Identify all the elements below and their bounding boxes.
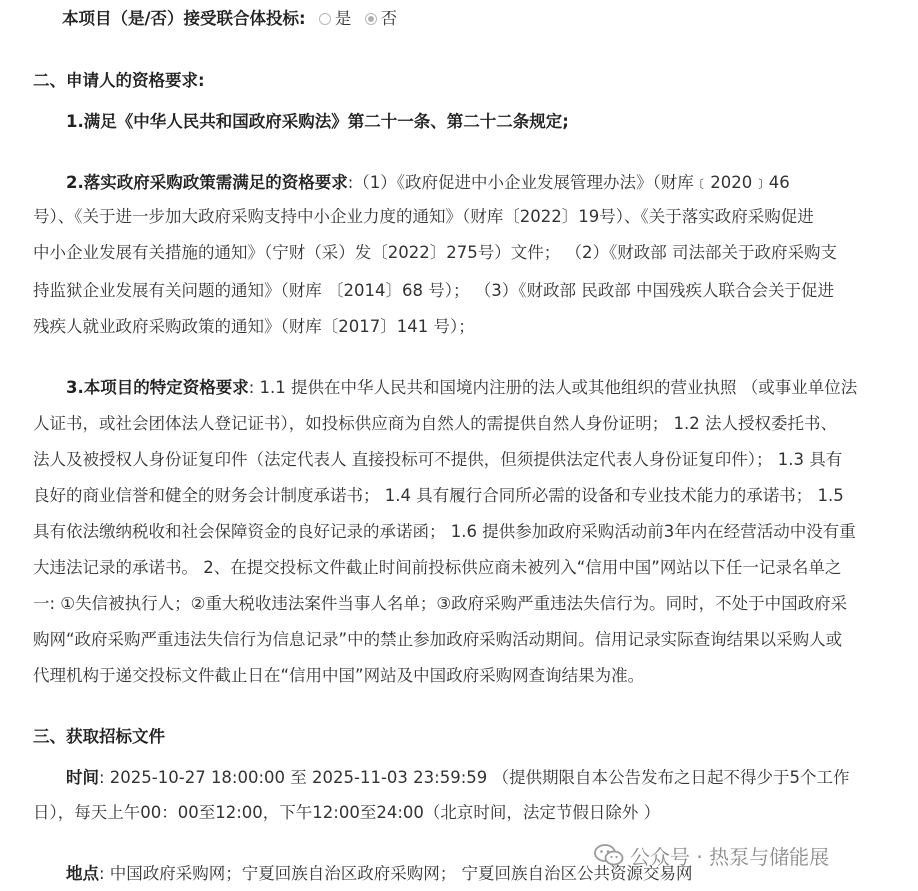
- section2-item2-text-3: 中小企业发展有关措施的通知》（宁财（采）发〔2022〕275号）文件； （2）《财政部 司法部关于政府采购支: [33, 243, 837, 262]
- section2-item3-text-1: : 1.1 提供在中华人民共和国境内注册的法人或其他组织的营业执照 （或事业单位法: [248, 378, 858, 397]
- radio-yes[interactable]: [319, 13, 331, 25]
- watermark-text: 公众号 · 热泵与储能展: [630, 844, 830, 869]
- wechat-icon: [594, 843, 624, 867]
- section3-place-label: 地点: [66, 864, 99, 883]
- watermark: [594, 840, 829, 870]
- section2-heading: 二、申请人的资格要求:: [33, 71, 205, 90]
- section2-item3-line1: [66, 376, 857, 400]
- section2-item3-text-3: 法人及被授权人身份证复印件（法定代表人 直接投标可不提供，但须提供法定代表人身份证复印件）； 1.3 具有: [33, 450, 843, 469]
- section2-item2-line1: [66, 171, 790, 195]
- section2-item3-text-5: 具有依法缴纳税收和社会保障资金的良好记录的承诺函； 1.6 提供参加政府采购活动前3年内在经营活动中没有重: [33, 522, 856, 541]
- section2-item1: 1.满足《中华人民共和国政府采购法》第二十一条、第二十二条规定;: [66, 112, 569, 131]
- section2-item3-text-8: 购网“政府采购严重违法失信行为信息记录”中的禁止参加政府采购活动期间。信用记录实际查询结果以采购人或: [33, 630, 843, 649]
- section2-item3-text-7: 一: ①失信被执行人；②重大税收违法案件当事人名单；③政府采购严重违法失信行为。同时，不处于中国政府采: [33, 594, 848, 613]
- radio-no[interactable]: [365, 13, 377, 25]
- radio-yes-label[interactable]: 是: [334, 9, 352, 28]
- section2-item2-text-5: 残疾人就业政府采购政策的通知》（财库〔2017〕141 号）；: [33, 317, 475, 336]
- section3-time-label: 时间: [66, 768, 99, 787]
- radio-no-label[interactable]: 否: [380, 9, 398, 28]
- consortium-question: 本项目（是/否）接受联合体投标:: [62, 9, 306, 28]
- section2-item2-text-4: 持监狱企业发展有关问题的通知》（财库 〔2014〕68 号）； （3）《财政部 民政部 中国残疾人联合会关于促进: [33, 281, 834, 300]
- section3-time-text-2: 日），每天上午00：00至12:00，下午12:00至24:00（北京时间，法定节假日除外 ）: [33, 803, 661, 822]
- section2-item3-text-4: 良好的商业信誉和健全的财务会计制度承诺书； 1.4 具有履行合同所必需的设备和专业技术能力的承诺书； 1.5: [33, 486, 844, 505]
- section2-item2-label: 2.落实政府采购政策需满足的资格要求: [66, 173, 348, 192]
- consortium-row: [62, 7, 397, 31]
- section2-item3-text-9: 代理机构于递交投标文件截止日在“信用中国”网站及中国政府采购网查询结果为准。: [33, 666, 645, 685]
- section3-place-text: : 中国政府采购网；宁夏回族自治区政府采购网； 宁夏回族自治区公共资源交易网: [99, 864, 693, 883]
- section2-item2-text-2: 号）、《关于进一步加大政府采购支持中小企业力度的通知》（财库〔2022〕19号）、《关于落实政府采购促进: [33, 207, 814, 226]
- consortium-radio-group: [311, 7, 397, 31]
- section2-item3-text-2: 人证书，或社会团体法人登记证书），如投标供应商为自然人的需提供自然人身份证明； 1.2 法人授权委托书、: [33, 414, 837, 433]
- section2-item3-text-6: 大违法记录的承诺书。 2、在提交投标文件截止时间前投标供应商未被列入“信用中国”网站以下任一记录名单之: [33, 558, 842, 577]
- section3-time-line1: [66, 766, 850, 790]
- section3-time-text-1: : 2025-10-27 18:00:00 至 2025-11-03 23:59:59 （提供期限自本公告发布之日起不得少于5个工作: [99, 768, 850, 787]
- section2-item3-label: 3.本项目的特定资格要求: [66, 378, 249, 397]
- section3-heading: 三、获取招标文件: [33, 727, 165, 746]
- section2-item2-text-1: :（1）《政府促进中小企业发展管理办法》（财库﹝2020﹞46: [347, 173, 790, 192]
